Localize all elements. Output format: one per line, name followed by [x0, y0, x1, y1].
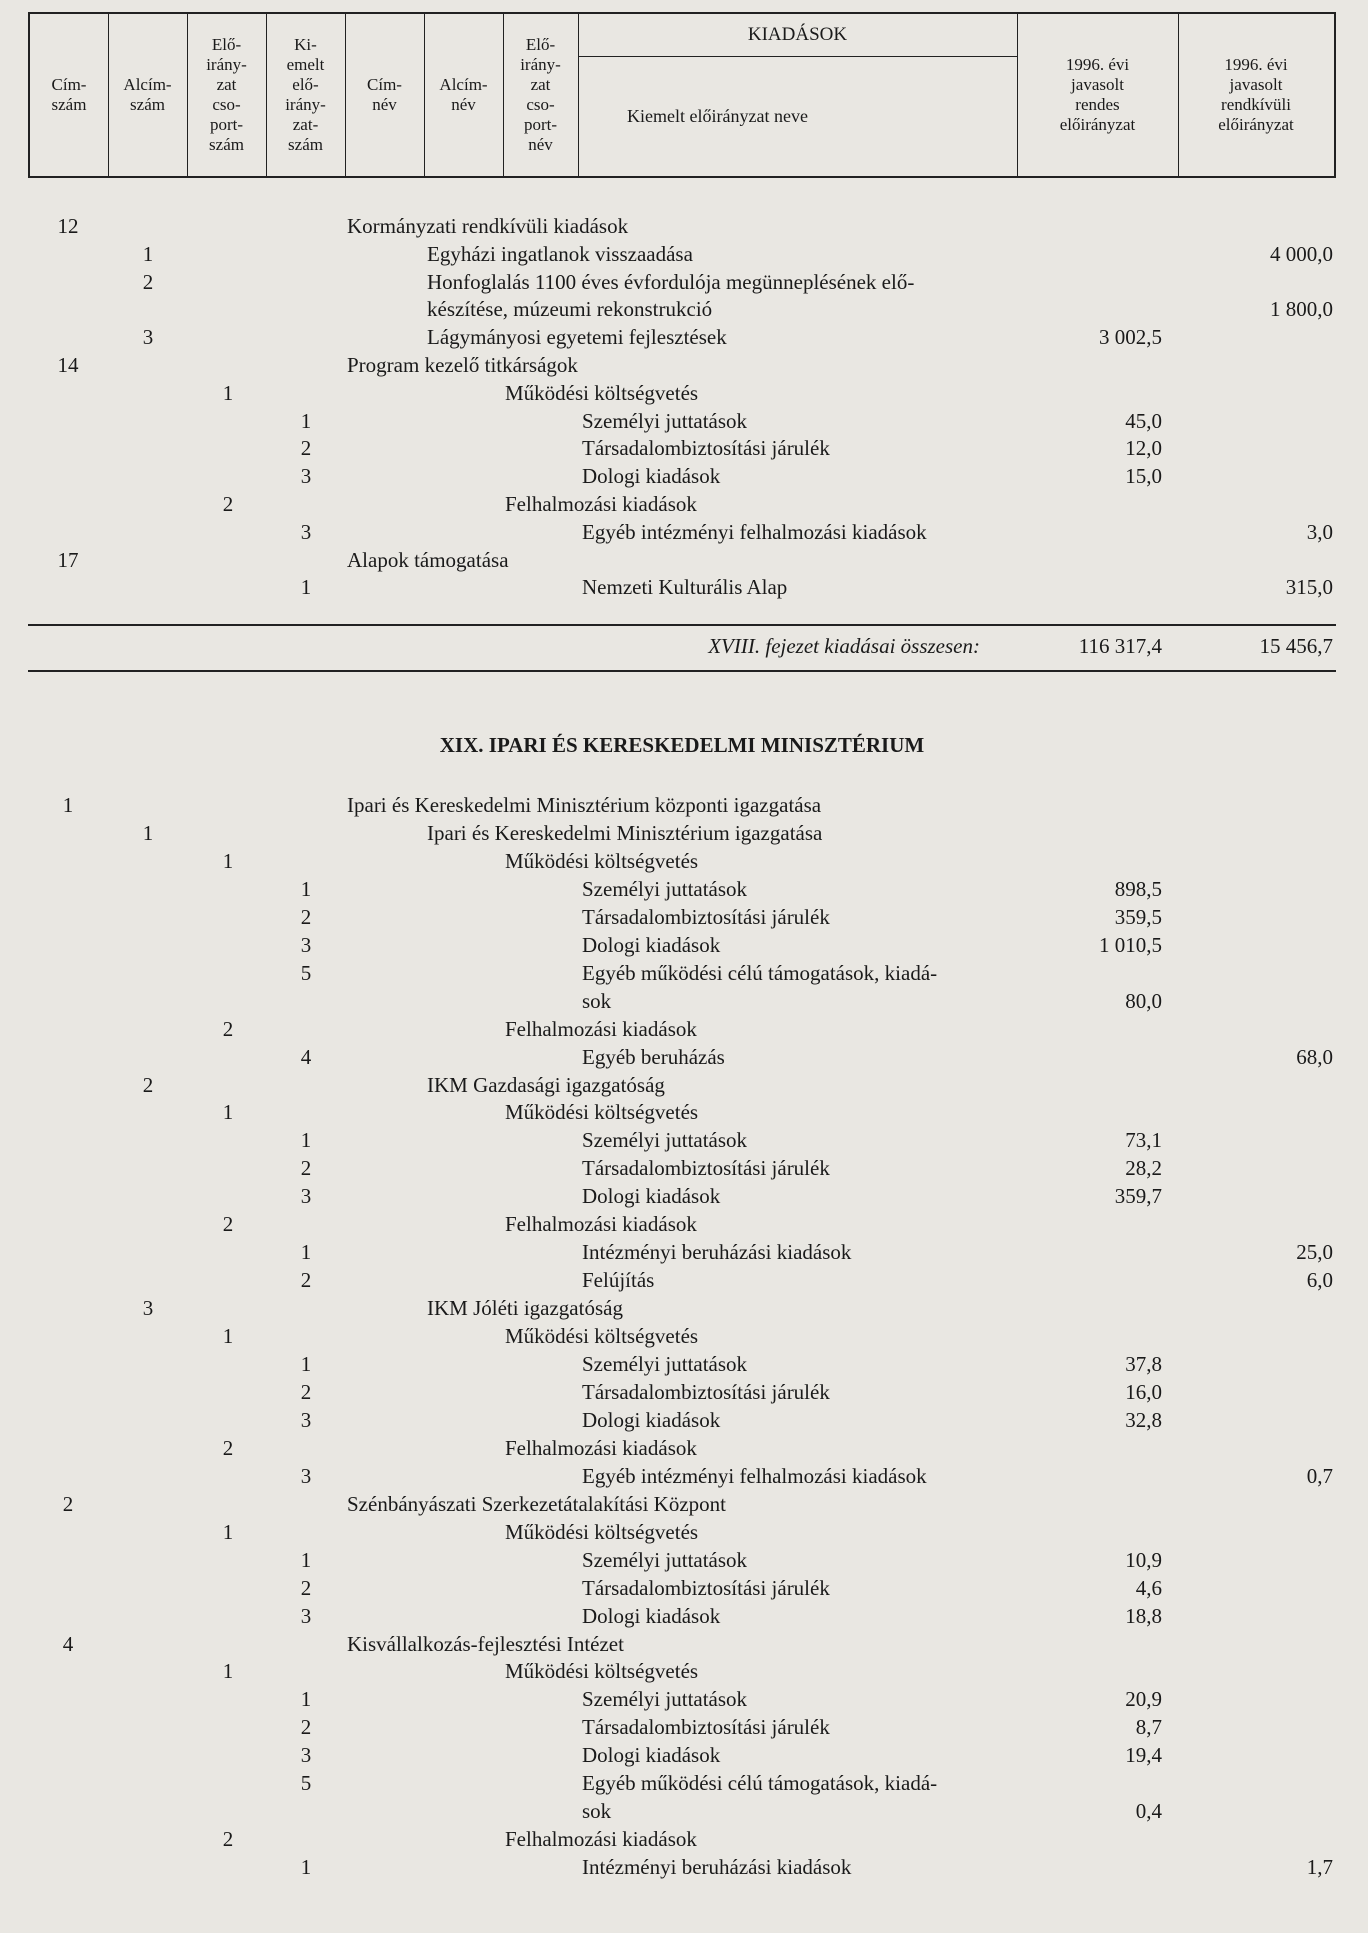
row-ordinary-amount: 0,4	[1135, 1799, 1162, 1824]
row-label: Felhalmozási kiadások	[505, 1435, 697, 1460]
row-number: 1	[300, 1352, 312, 1376]
row-label: Dologi kiadások	[582, 932, 721, 957]
row-number: 2	[300, 436, 312, 461]
row-label: Ipari és Kereskedelmi Minisztérium igazgatása	[427, 820, 823, 845]
row-extraordinary-amount: 25,0	[1296, 1240, 1333, 1265]
row-label: Dologi kiadások	[582, 1184, 721, 1209]
row-number: 2	[300, 904, 312, 929]
row-label: Személyi juttatások	[582, 1128, 748, 1153]
row-label: Egyházi ingatlanok visszaadása	[427, 241, 693, 266]
row-label: Felhalmozási kiadások	[505, 1827, 697, 1852]
row-label: Intézményi beruházási kiadások	[582, 1240, 852, 1265]
row-number: 2	[222, 1435, 234, 1460]
row-number: 14	[57, 353, 79, 377]
row-number: 1	[300, 1240, 312, 1265]
row-number: 3	[300, 464, 312, 489]
row-ordinary-amount: 3 002,5	[1099, 325, 1162, 350]
row-ordinary-amount: 28,2	[1125, 1156, 1162, 1181]
row-ordinary-amount: 80,0	[1125, 988, 1162, 1013]
row-label: Működési költségvetés	[505, 380, 699, 405]
row-extraordinary-amount: 1 800,0	[1270, 297, 1333, 322]
row-label: Társadalombiztosítási járulék	[582, 1156, 830, 1181]
row-number: 1	[300, 575, 312, 600]
row-label: Működési költségvetés	[505, 848, 699, 873]
row-label: Személyi juttatások	[582, 1352, 748, 1376]
row-ordinary-amount: 45,0	[1125, 408, 1162, 433]
row-number: 2	[300, 1715, 312, 1740]
row-label: Személyi juttatások	[582, 1547, 748, 1572]
row-label: Felhalmozási kiadások	[505, 1212, 697, 1237]
row-number: 2	[222, 1016, 234, 1041]
row-label: Egyéb működési célú támogatások, kiadá-	[582, 960, 938, 985]
section-total-ordinary: 116 317,4	[1078, 634, 1162, 658]
row-number: 4	[62, 1631, 74, 1656]
row-number: 2	[142, 1072, 154, 1097]
row-label: Működési költségvetés	[505, 1519, 699, 1544]
row-label: Felhalmozási kiadások	[505, 1016, 697, 1041]
row-number: 17	[57, 547, 79, 572]
row-label: Intézményi beruházási kiadások	[582, 1855, 852, 1880]
header-alcim-szam: Alcím- szám	[123, 75, 172, 114]
header-cim-nev: Cím- név	[367, 75, 402, 114]
row-number: 2	[300, 1268, 312, 1293]
row-number: 1	[222, 1100, 234, 1125]
row-number: 1	[62, 793, 74, 817]
row-label: Honfoglalás 1100 éves évfordulója megünneplésének elő-	[427, 269, 915, 294]
row-extraordinary-amount: 6,0	[1306, 1268, 1333, 1293]
row-number: 1	[300, 1547, 312, 1572]
header-kiemelt-eloiranyzat-szam: Ki- emelt elő- irány- zat- szám	[285, 35, 326, 154]
row-label: Program kezelő titkárságok	[347, 353, 578, 377]
row-number: 2	[222, 492, 234, 516]
row-ordinary-amount: 32,8	[1125, 1407, 1162, 1432]
row-number: 2	[300, 1379, 312, 1404]
row-label: Egyéb intézményi felhalmozási kiadások	[582, 1463, 927, 1488]
row-ordinary-amount: 37,8	[1125, 1352, 1162, 1376]
row-number: 1	[300, 1855, 312, 1880]
row-label: Ipari és Kereskedelmi Minisztérium központi igazgatása	[347, 793, 822, 817]
row-ordinary-amount: 19,4	[1125, 1743, 1162, 1768]
row-label: sok	[582, 988, 612, 1013]
row-ordinary-amount: 16,0	[1125, 1379, 1162, 1404]
row-label: Lágymányosi egyetemi fejlesztések	[427, 325, 727, 350]
row-number: 1	[222, 848, 234, 873]
row-label: Egyéb működési célú támogatások, kiadá-	[582, 1771, 938, 1796]
row-label: Működési költségvetés	[505, 1100, 699, 1125]
row-label: Felhalmozási kiadások	[505, 492, 697, 516]
row-number: 2	[62, 1491, 74, 1516]
row-label: Személyi juttatások	[582, 408, 748, 433]
row-extraordinary-amount: 68,0	[1296, 1044, 1333, 1069]
row-label: Egyéb beruházás	[582, 1044, 725, 1069]
row-label: Társadalombiztosítási járulék	[582, 436, 830, 461]
row-label: Dologi kiadások	[582, 1407, 721, 1432]
row-label: Személyi juttatások	[582, 876, 748, 901]
row-ordinary-amount: 20,9	[1125, 1687, 1162, 1712]
row-label: Alapok támogatása	[347, 547, 509, 572]
row-number: 4	[300, 1044, 312, 1069]
row-number: 3	[300, 1463, 312, 1488]
row-ordinary-amount: 359,5	[1114, 904, 1162, 929]
header-alcim-nev: Alcím- név	[439, 75, 488, 114]
row-label: Dologi kiadások	[582, 464, 721, 489]
header-eloiranyzat-csoport-szam: Elő- irány- zat cso- port- szám	[206, 35, 247, 154]
row-label: Személyi juttatások	[582, 1687, 748, 1712]
section-total-extra: 15 456,7	[1259, 634, 1333, 658]
row-label: Társadalombiztosítási járulék	[582, 1715, 830, 1740]
row-label: Felújítás	[582, 1268, 655, 1293]
row-label: sok	[582, 1799, 612, 1824]
row-extraordinary-amount: 1,7	[1306, 1855, 1333, 1880]
row-number: 3	[142, 325, 154, 350]
row-label: IKM Jóléti igazgatóság	[427, 1296, 623, 1321]
total-rule-bottom	[28, 670, 1336, 672]
row-ordinary-amount: 15,0	[1125, 464, 1162, 489]
row-number: 1	[300, 1687, 312, 1712]
row-number: 3	[300, 932, 312, 957]
row-extraordinary-amount: 315,0	[1285, 575, 1333, 600]
row-number: 12	[57, 214, 79, 238]
row-number: 1	[222, 1519, 234, 1544]
row-number: 3	[300, 519, 312, 544]
row-number: 1	[300, 1128, 312, 1153]
row-number: 1	[222, 380, 234, 405]
row-label: Egyéb intézményi felhalmozási kiadások	[582, 519, 927, 544]
row-ordinary-amount: 8,7	[1135, 1715, 1162, 1740]
header-rendes-eloiranyzat: 1996. évi javasolt rendes előirányzat	[1059, 55, 1136, 134]
row-label: Dologi kiadások	[582, 1743, 721, 1768]
row-number: 2	[300, 1575, 312, 1600]
row-number: 2	[300, 1156, 312, 1181]
row-ordinary-amount: 12,0	[1125, 436, 1162, 461]
row-number: 1	[300, 876, 312, 901]
row-number: 3	[142, 1296, 154, 1321]
row-number: 2	[222, 1827, 234, 1852]
section-title-xix: XIX. IPARI ÉS KERESKEDELMI MINISZTÉRIUM	[439, 733, 925, 757]
row-label: Működési költségvetés	[505, 1659, 699, 1684]
row-extraordinary-amount: 0,7	[1306, 1463, 1333, 1488]
header-kiemelt-eloiranyzat-neve: Kiemelt előirányzat neve	[627, 106, 808, 126]
header-cim-szam: Cím- szám	[51, 75, 87, 114]
row-label: Nemzeti Kulturális Alap	[582, 575, 788, 600]
row-label: készítése, múzeumi rekonstrukció	[427, 297, 713, 322]
header-eloiranyzat-csoport-nev: Elő- irány- zat cso- port- név	[520, 35, 561, 154]
header-rendkivuli-eloiranyzat: 1996. évi javasolt rendkívüli előirányzat	[1218, 55, 1294, 134]
row-number: 5	[300, 1771, 312, 1796]
total-rule-top	[28, 624, 1336, 626]
row-label: IKM Gazdasági igazgatóság	[427, 1072, 665, 1097]
row-extraordinary-amount: 3,0	[1306, 519, 1333, 544]
row-number: 3	[300, 1603, 312, 1628]
row-label: Társadalombiztosítási járulék	[582, 1379, 830, 1404]
row-label: Dologi kiadások	[582, 1603, 721, 1628]
row-number: 3	[300, 1407, 312, 1432]
row-label: Szénbányászati Szerkezetátalakítási Központ	[347, 1491, 727, 1516]
row-ordinary-amount: 18,8	[1125, 1603, 1162, 1628]
row-number: 3	[300, 1743, 312, 1768]
row-label: Kormányzati rendkívüli kiadások	[347, 214, 629, 238]
row-number: 1	[142, 820, 154, 845]
row-ordinary-amount: 73,1	[1125, 1128, 1162, 1153]
row-number: 5	[300, 960, 312, 985]
row-ordinary-amount: 898,5	[1114, 876, 1162, 901]
row-label: Kisvállalkozás-fejlesztési Intézet	[347, 1631, 624, 1656]
row-label: Működési költségvetés	[505, 1324, 699, 1349]
row-label: Társadalombiztosítási járulék	[582, 1575, 830, 1600]
row-number: 1	[142, 241, 154, 266]
row-number: 2	[222, 1212, 234, 1237]
row-number: 1	[222, 1324, 234, 1349]
row-label: Társadalombiztosítási járulék	[582, 904, 830, 929]
section-total-label: XVIII. fejezet kiadásai összesen:	[708, 634, 980, 658]
row-number: 3	[300, 1184, 312, 1209]
row-number: 2	[142, 269, 154, 294]
row-ordinary-amount: 10,9	[1125, 1547, 1162, 1572]
header-kiadasok: KIADÁSOK	[747, 24, 848, 45]
row-number: 1	[300, 408, 312, 433]
row-number: 1	[222, 1659, 234, 1684]
row-ordinary-amount: 1 010,5	[1099, 932, 1162, 957]
row-ordinary-amount: 4,6	[1135, 1575, 1162, 1600]
row-ordinary-amount: 359,7	[1114, 1184, 1162, 1209]
row-extraordinary-amount: 4 000,0	[1270, 241, 1333, 266]
